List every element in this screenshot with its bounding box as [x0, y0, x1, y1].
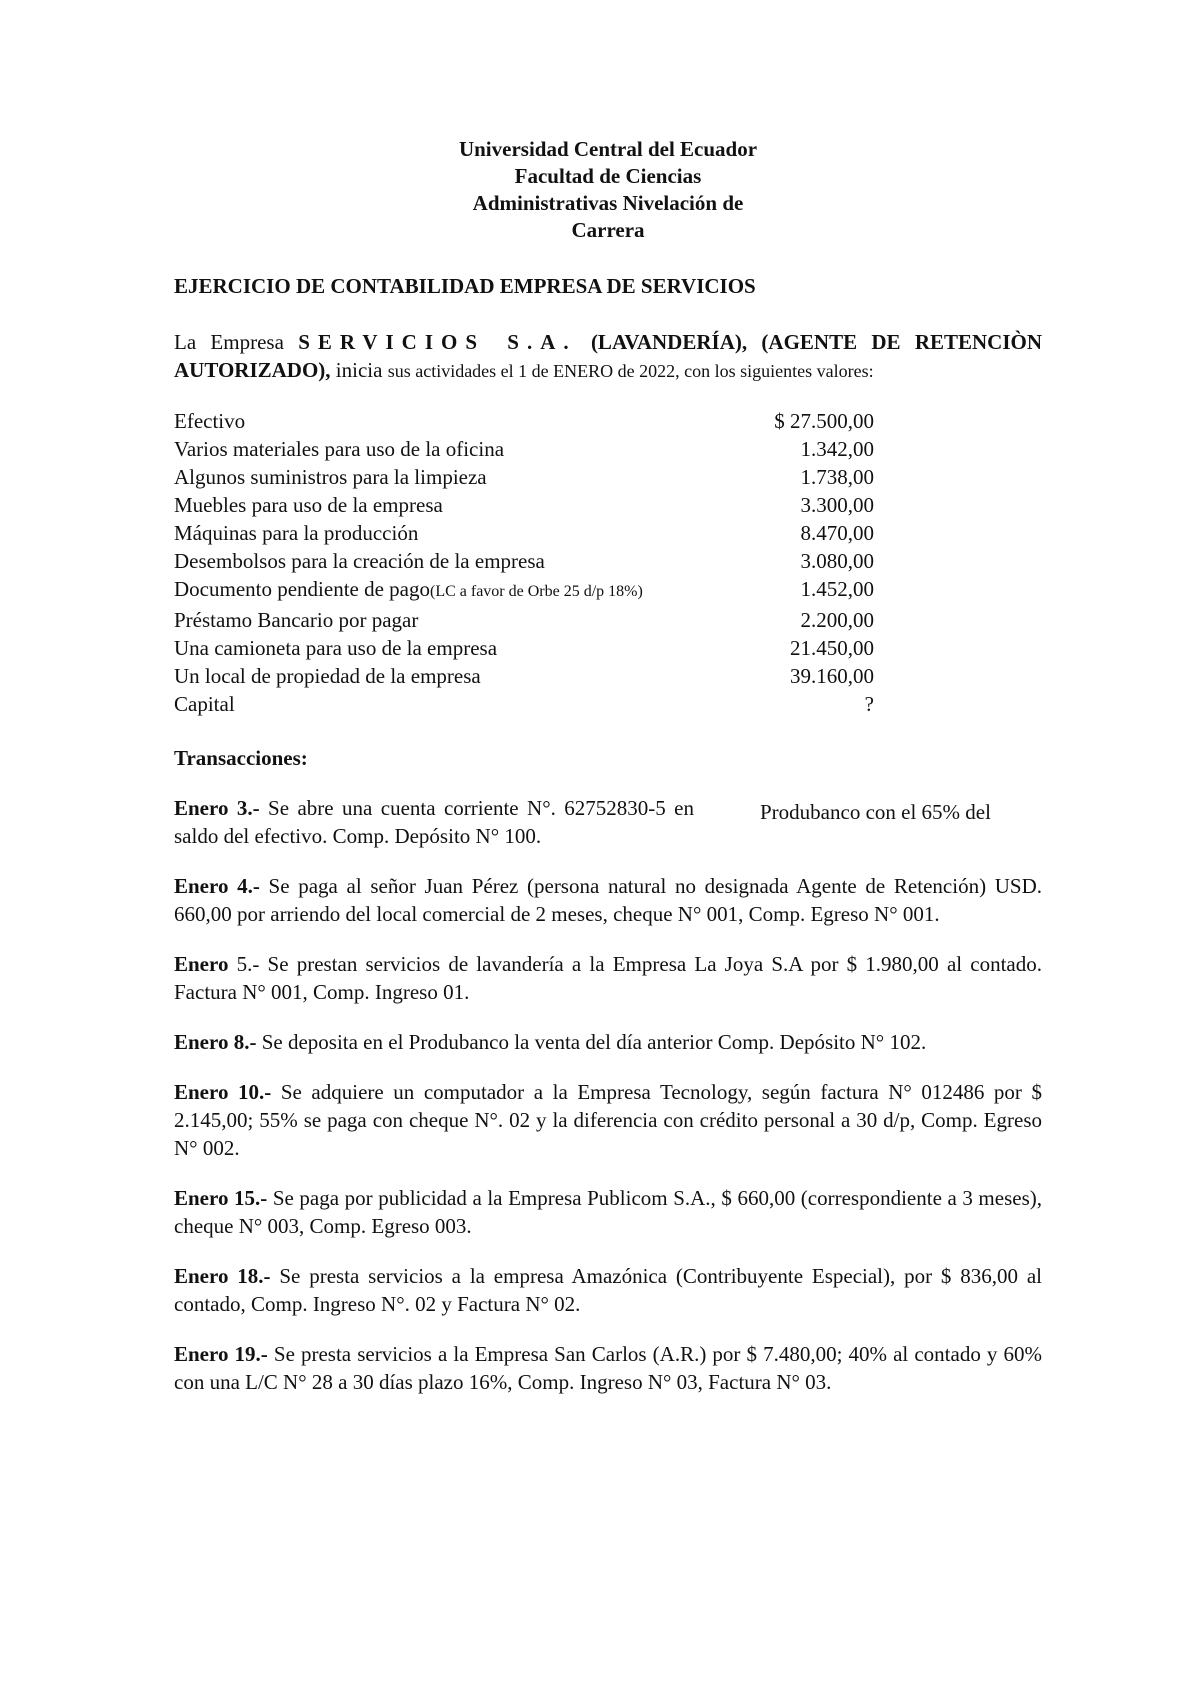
- transaction-text: Se abre una cuenta corriente N°. 62752830-5 en saldo del efectivo. Comp. Depósito N° 100.: [174, 796, 694, 848]
- transaction-entry: [174, 872, 1042, 928]
- transaction-main-column: [174, 794, 694, 850]
- transaction-side-text: Produbanco con el 65% del: [760, 800, 991, 824]
- transactions-list: [174, 794, 1042, 1396]
- balance-row: [174, 547, 874, 575]
- balance-label: Varios materiales para uso de la oficina: [174, 437, 505, 461]
- intro-paragraph: [174, 328, 1042, 385]
- balance-label-cell: [174, 662, 724, 690]
- transaction-entry: [174, 1028, 1042, 1056]
- balance-amount: $ 27.500,00: [774, 409, 874, 433]
- balance-label: Algunos suministros para la limpieza: [174, 465, 487, 489]
- transaction-text: Se presta servicios a la empresa Amazónica (Contribuyente Especial), por $ 836,00 al contado, Comp. Ingreso N°. 02 y Factura N° 02.: [174, 1264, 1042, 1316]
- balance-row: [174, 435, 874, 463]
- balance-label: Muebles para uso de la empresa: [174, 493, 443, 517]
- transaction-entry: [174, 950, 1042, 1006]
- balance-label-cell: [174, 463, 724, 491]
- transaction-text: Se adquiere un computador a la Empresa Tecnology, según factura N° 012486 por $ 2.145,00; 55% se paga con cheque N°. 02 y la diferencia con crédito personal a 30 d/p, Comp. Egreso N° 002.: [174, 1080, 1042, 1160]
- balance-note: (LC a favor de Orbe 25 d/p 18%): [430, 583, 643, 600]
- balance-label: Desembolsos para la creación de la empresa: [174, 549, 545, 573]
- balance-amount: 3.080,00: [800, 549, 874, 573]
- balance-amount: 1.342,00: [800, 437, 874, 461]
- balance-amount: 1.738,00: [800, 465, 874, 489]
- transaction-date: Enero 19.-: [174, 1342, 268, 1366]
- balance-label: Documento pendiente de pago: [174, 577, 430, 601]
- balance-label: Préstamo Bancario por pagar: [174, 608, 419, 632]
- opening-balance-table: [174, 407, 874, 718]
- header-university: Universidad Central del Ecuador: [458, 137, 758, 161]
- transaction-entry: [174, 1262, 1042, 1318]
- balance-amount: 2.200,00: [800, 608, 874, 632]
- balance-amount: 39.160,00: [790, 664, 874, 688]
- balance-label-cell: [174, 547, 724, 575]
- balance-row: [174, 690, 874, 718]
- balance-amount: 1.452,00: [800, 577, 874, 601]
- company-type: (LAVANDERÍA),: [590, 330, 748, 354]
- balance-amount: ?: [864, 692, 874, 716]
- balance-label-cell: [174, 491, 724, 519]
- balance-row: [174, 634, 874, 662]
- header-faculty: Facultad de Ciencias: [514, 164, 702, 188]
- intro-inicia: inicia: [335, 358, 383, 382]
- balance-row: [174, 519, 874, 547]
- transaction-date: Enero 4.-: [174, 874, 260, 898]
- balance-label-cell: [174, 690, 724, 718]
- transaction-text: Se paga por publicidad a la Empresa Publicom S.A., $ 660,00 (correspondiente a 3 meses), cheque N° 003, Comp. Egreso 003.: [174, 1186, 1043, 1238]
- balance-label-cell: [174, 575, 724, 606]
- balance-label-cell: [174, 407, 724, 435]
- balance-label-cell: [174, 606, 724, 634]
- transactions-title: Transacciones:: [174, 746, 308, 770]
- transaction-date: Enero 8.-: [174, 1030, 257, 1054]
- balance-amount: 3.300,00: [800, 493, 874, 517]
- transaction-date: Enero 15.-: [174, 1186, 268, 1210]
- transaction-entry: [174, 1078, 1042, 1162]
- balance-label: Máquinas para la producción: [174, 521, 419, 545]
- balance-label-cell: [174, 435, 724, 463]
- document-header: [328, 136, 888, 244]
- balance-row: [174, 407, 874, 435]
- document-page: [174, 136, 1042, 1396]
- transaction-text: 5.- Se prestan servicios de lavandería a la Empresa La Joya S.A por $ 1.980,00 al contado. Factura N° 001, Comp. Ingreso 01.: [174, 952, 1042, 1004]
- balance-amount: 8.470,00: [800, 521, 874, 545]
- transaction-entry: [174, 1340, 1042, 1396]
- balance-label-cell: [174, 634, 724, 662]
- balance-row: [174, 575, 874, 606]
- balance-label: Un local de propiedad de la empresa: [174, 664, 481, 688]
- balance-label: Una camioneta para uso de la empresa: [174, 636, 498, 660]
- intro-text-start: La Empresa: [174, 330, 284, 354]
- header-program: Administrativas Nivelación de: [472, 191, 744, 215]
- transaction-date: Enero 3.-: [174, 796, 260, 820]
- transaction-date: Enero 10.-: [174, 1080, 272, 1104]
- balance-label: Efectivo: [174, 409, 246, 433]
- header-career: Carrera: [571, 218, 645, 242]
- transaction-entry: [174, 1184, 1042, 1240]
- transaction-text: Se presta servicios a la Empresa San Carlos (A.R.) por $ 7.480,00; 40% al contado y 60% con una L/C N° 28 a 30 días plazo 16%, Comp. Ingreso N° 03, Factura N° 03.: [174, 1342, 1042, 1394]
- company-role: (AGENTE DE RETENCIÒN AUTORIZADO),: [174, 330, 1043, 382]
- balance-row: [174, 662, 874, 690]
- balance-row: [174, 463, 874, 491]
- transaction-date: Enero: [174, 952, 229, 976]
- transaction-text: Se paga al señor Juan Pérez (persona natural no designada Agente de Retención) USD. 660,00 por arriendo del local comercial de 2 meses, cheque N° 001, Comp. Egreso N° 001.: [174, 874, 1042, 926]
- balance-row: [174, 491, 874, 519]
- balance-row: [174, 606, 874, 634]
- balance-amount: 21.450,00: [790, 636, 874, 660]
- balance-label: Capital: [174, 692, 235, 716]
- transaction-date: Enero 18.-: [174, 1264, 271, 1288]
- exercise-title: EJERCICIO DE CONTABILIDAD EMPRESA DE SERVICIOS: [174, 274, 756, 298]
- intro-text-end: sus actividades el 1 de ENERO de 2022, con los siguientes valores:: [387, 361, 874, 381]
- transaction-entry: [174, 794, 1042, 850]
- transaction-text: Se deposita en el Produbanco la venta del día anterior Comp. Depósito N° 102.: [256, 1030, 927, 1054]
- balance-label-cell: [174, 519, 724, 547]
- company-name: SERVICIOS S.A.: [298, 330, 577, 354]
